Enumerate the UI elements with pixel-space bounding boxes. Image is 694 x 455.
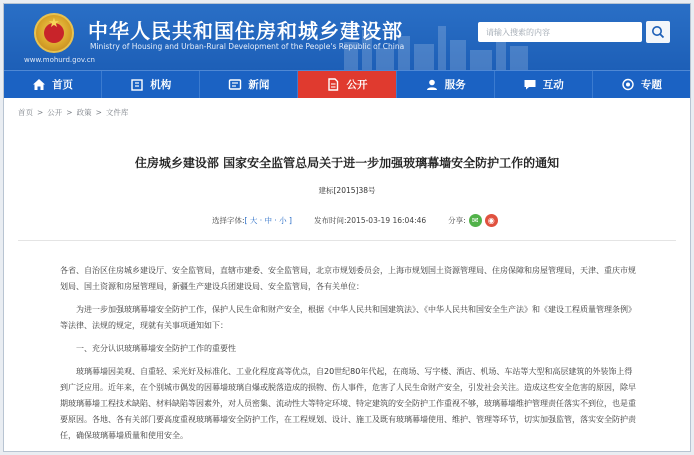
article-paragraph: 玻璃幕墙因美观、自重轻、采光好及标准化、工业化程度高等优点，自20世纪80年代起，在商场、写字楼、酒店、机场、车站等大型和高层建筑的外装饰上得到广泛应用。近年来，在个别城市偶发的因幕墙玻璃自爆或脱落造成的损物、伤人事件，危害了人民生命财产安全，引发社会关注。造成这些安全危害的原因，除早期玻璃幕墙工程技术缺陷、材料缺陷等因素外，对人员密集、流动性大等特定环境、特定建筑的安全防护工作重视不够，玻璃幕墙维护管理责任落实不到位，也是重要原因。各地、各有关部门要高度重视玻璃幕墙安全防护工作，在工程规划、设计、施工及既有玻璃幕墙使用、维护、管理等环节，切实加强监管，落实安全防护责任，确保玻璃幕墙质量和使用安全。 xyxy=(60,367,636,440)
nav-item-public[interactable] xyxy=(298,71,396,98)
share-label: 分享: xyxy=(448,216,466,225)
search-button[interactable] xyxy=(646,21,670,43)
nav-item-label: 公开 xyxy=(346,79,368,91)
main-nav xyxy=(4,70,690,98)
breadcrumb-home[interactable]: 首页 xyxy=(18,108,33,117)
page-frame xyxy=(3,3,691,452)
article-title: 住房城乡建设部 国家安全监管总局关于进一步加强玻璃幕墙安全防护工作的通知 xyxy=(134,156,560,170)
nav-item-label: 服务 xyxy=(444,79,466,91)
nav-item-label: 专题 xyxy=(640,79,662,91)
article-body xyxy=(60,263,638,451)
search-icon xyxy=(651,25,665,39)
breadcrumb xyxy=(18,107,132,118)
site-header xyxy=(4,4,690,70)
article-meta xyxy=(212,214,498,227)
document-icon xyxy=(326,78,340,91)
nav-item-label: 首页 xyxy=(52,79,74,91)
national-emblem-icon[interactable]: ★ xyxy=(34,13,74,53)
font-size-label: 选择字体: xyxy=(212,216,245,225)
service-icon xyxy=(425,78,439,91)
nav-item-service[interactable] xyxy=(397,71,495,98)
search-input[interactable]: 请输入搜索的内容 xyxy=(478,22,642,42)
wechat-share-icon[interactable]: ✉ xyxy=(469,214,482,227)
nav-item-news[interactable] xyxy=(200,71,298,98)
site-title-cn[interactable]: 中华人民共和国住房和城乡建设部 xyxy=(88,19,403,43)
breadcrumb-separator: > xyxy=(95,108,102,117)
nav-item-label: 机构 xyxy=(150,79,172,91)
breadcrumb-policy[interactable]: 政策 xyxy=(76,108,92,117)
nav-item-interact[interactable] xyxy=(495,71,593,98)
article-paragraph: 各省、自治区住房城乡建设厅、安全监管局，直辖市建委、安全监管局，北京市规划委员会，上海市规划国土资源管理局、住房保障和房屋管理局，天津、重庆市规划局、国土资源和房屋管理局，新疆生产建设兵团建设局、安全监管局，各有关单位： xyxy=(60,266,636,291)
article-paragraph: 为进一步加强玻璃幕墙安全防护工作，保护人民生命和财产安全，根据《中华人民共和国建筑法》、《中华人民共和国安全生产法》和《建设工程质量管理条例》等法律、法规的规定，现就有关事项通知如下： xyxy=(60,305,636,330)
building-icon xyxy=(130,78,144,91)
publish-label: 发布时间: xyxy=(313,216,347,225)
nav-item-label: 新闻 xyxy=(248,79,270,91)
weibo-share-icon[interactable]: ◉ xyxy=(485,214,498,227)
site-url: www.mohurd.gov.cn xyxy=(24,56,95,64)
breadcrumb-separator: > xyxy=(37,108,44,117)
nav-item-topic[interactable] xyxy=(593,71,690,98)
breadcrumb-separator: > xyxy=(66,108,73,117)
section-heading: 一、充分认识玻璃幕墙安全防护工作的重要性 xyxy=(76,344,236,353)
nav-item-label: 互动 xyxy=(542,79,564,91)
document-number: 建标[2015]38号 xyxy=(318,186,376,195)
site-title-en: Ministry of Housing and Urban-Rural Development of the People's Republic of China xyxy=(90,42,405,51)
home-icon xyxy=(32,78,46,91)
topic-icon xyxy=(621,78,635,91)
breadcrumb-file-library[interactable]: 文件库 xyxy=(105,108,129,117)
content-divider xyxy=(18,240,676,241)
publish-time: 2015-03-19 16:04:46 xyxy=(346,216,427,225)
news-icon xyxy=(228,78,242,91)
font-size-selector[interactable]: [ 大 · 中 · 小 ] xyxy=(244,216,292,225)
nav-item-institution[interactable] xyxy=(102,71,200,98)
chat-icon xyxy=(523,78,537,91)
nav-item-home[interactable] xyxy=(4,71,102,98)
breadcrumb-public[interactable]: 公开 xyxy=(47,108,63,117)
